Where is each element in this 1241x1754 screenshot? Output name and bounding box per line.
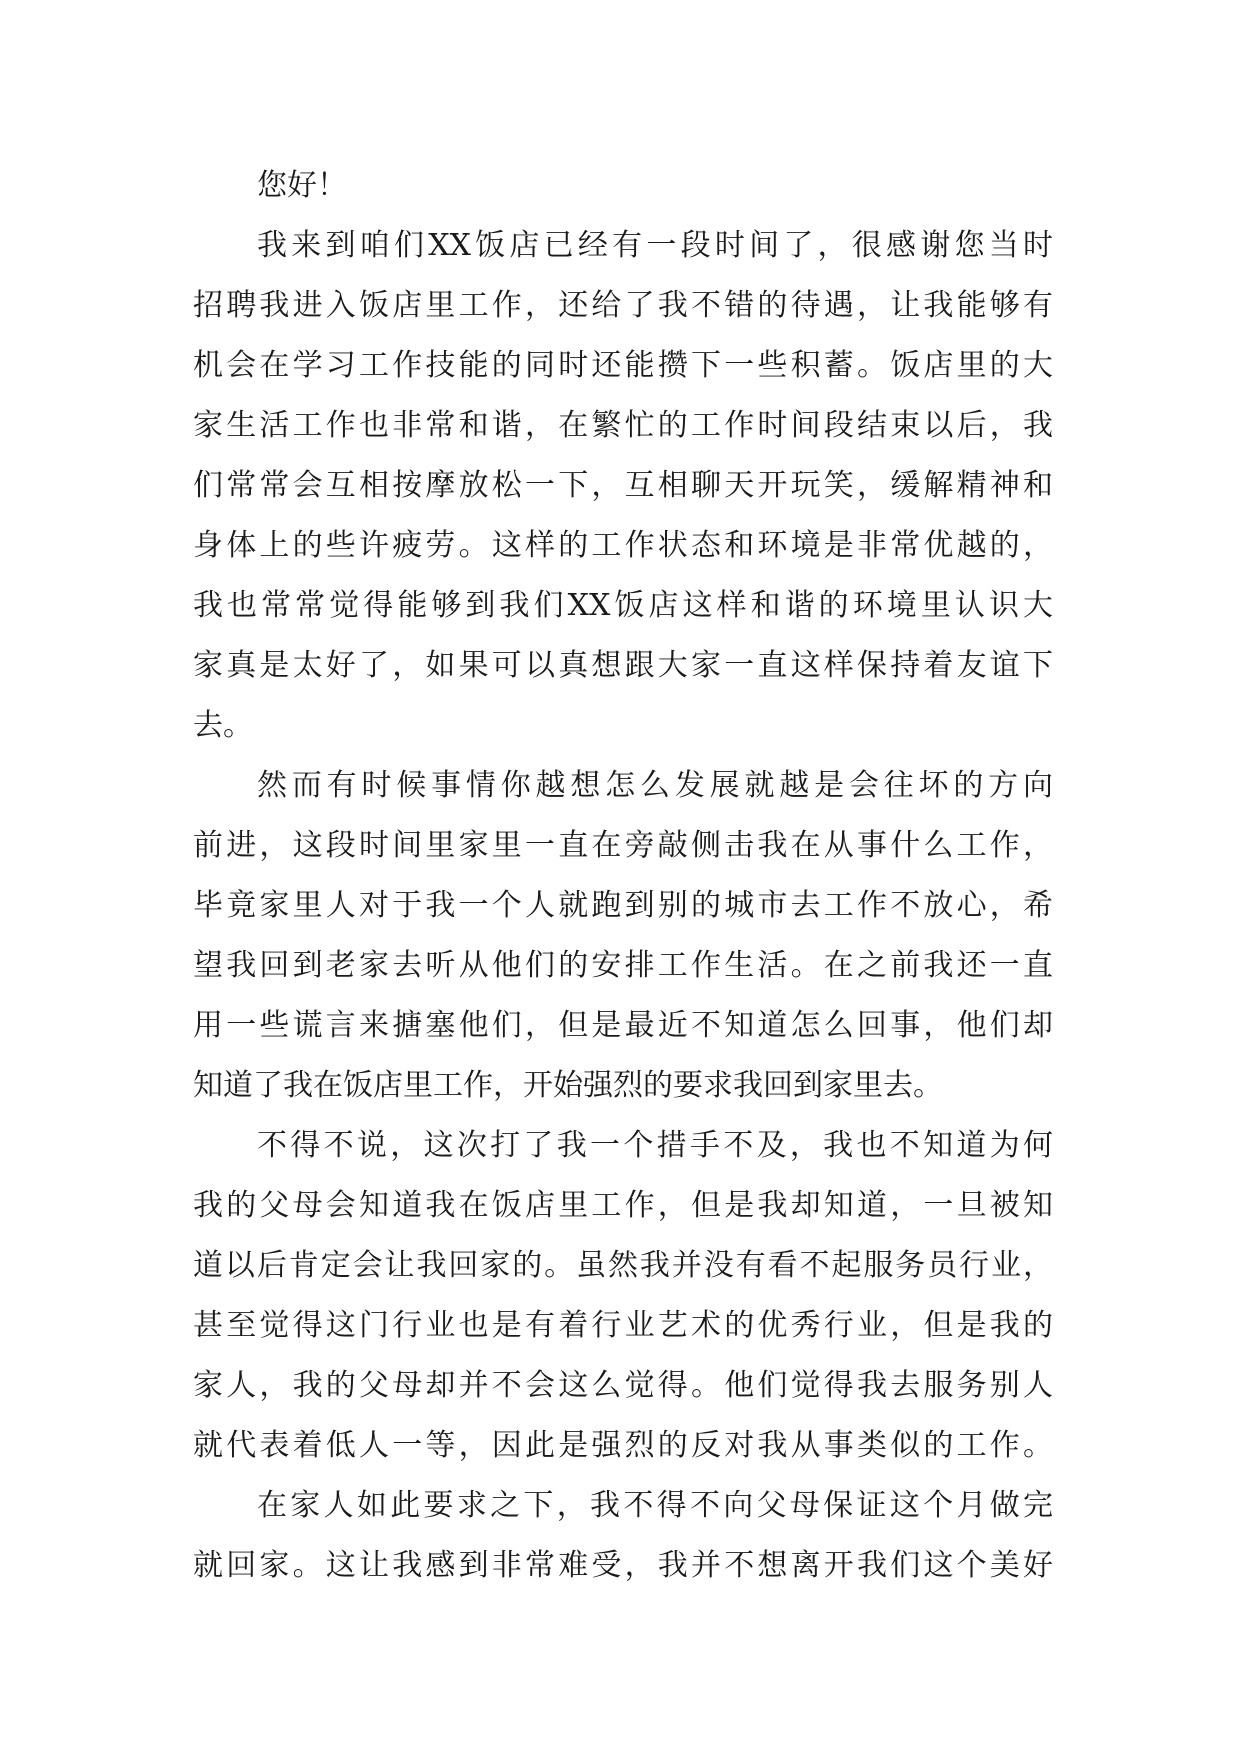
- paragraph-3-line: 就代表着低人一等，因此是强烈的反对我从事类似的工作。: [193, 1428, 1053, 1463]
- paragraph-2-line: 知道了我在饭店里工作，开始强烈的要求我回到家里去。: [193, 1068, 943, 1103]
- paragraph-3-line: 我的父母会知道我在饭店里工作，但是我却知道，一旦被知: [193, 1188, 1053, 1223]
- paragraph-1-line: 招聘我进入饭店里工作，还给了我不错的待遇，让我能够有: [193, 288, 1053, 323]
- greeting-line: 您好！: [257, 168, 347, 203]
- paragraph-3-line: 家人，我的父母却并不会这么觉得。他们觉得我去服务别人: [193, 1368, 1053, 1403]
- paragraph-1-line: 去。: [193, 708, 253, 743]
- paragraph-1-line: 我来到咱们XX饭店已经有一段时间了，很感谢您当时: [257, 228, 1053, 263]
- paragraph-1-line: 家真是太好了，如果可以真想跟大家一直这样保持着友谊下: [193, 648, 1053, 683]
- paragraph-3-line: 甚至觉得这门行业也是有着行业艺术的优秀行业，但是我的: [193, 1308, 1053, 1343]
- paragraph-1-line: 机会在学习工作技能的同时还能攒下一些积蓄。饭店里的大: [193, 348, 1053, 383]
- paragraph-2-line: 望我回到老家去听从他们的安排工作生活。在之前我还一直: [193, 948, 1053, 983]
- paragraph-2-line: 毕竟家里人对于我一个人就跑到别的城市去工作不放心，希: [193, 888, 1053, 923]
- paragraph-1-line: 我也常常觉得能够到我们XX饭店这样和谐的环境里认识大: [193, 588, 1053, 623]
- paragraph-2-line: 前进，这段时间里家里一直在旁敲侧击我在从事什么工作，: [193, 828, 1053, 863]
- paragraph-1-line: 家生活工作也非常和谐，在繁忙的工作时间段结束以后，我: [193, 408, 1053, 443]
- letter-body: [193, 156, 1053, 1596]
- paragraph-1-line: 身体上的些许疲劳。这样的工作状态和环境是非常优越的，: [193, 528, 1053, 563]
- paragraph-1-line: 们常常会互相按摩放松一下，互相聊天开玩笑，缓解精神和: [193, 468, 1053, 503]
- paragraph-2-line: 用一些谎言来搪塞他们，但是最近不知道怎么回事，他们却: [193, 1008, 1053, 1043]
- paragraph-4-line: 就回家。这让我感到非常难受，我并不想离开我们这个美好: [193, 1548, 1053, 1583]
- paragraph-3-line: 道以后肯定会让我回家的。虽然我并没有看不起服务员行业，: [193, 1248, 1053, 1283]
- paragraph-3-line: 不得不说，这次打了我一个措手不及，我也不知道为何: [257, 1128, 1053, 1163]
- paragraph-4-line: 在家人如此要求之下，我不得不向父母保证这个月做完: [257, 1488, 1053, 1523]
- paragraph-2-line: 然而有时候事情你越想怎么发展就越是会往坏的方向: [257, 768, 1053, 803]
